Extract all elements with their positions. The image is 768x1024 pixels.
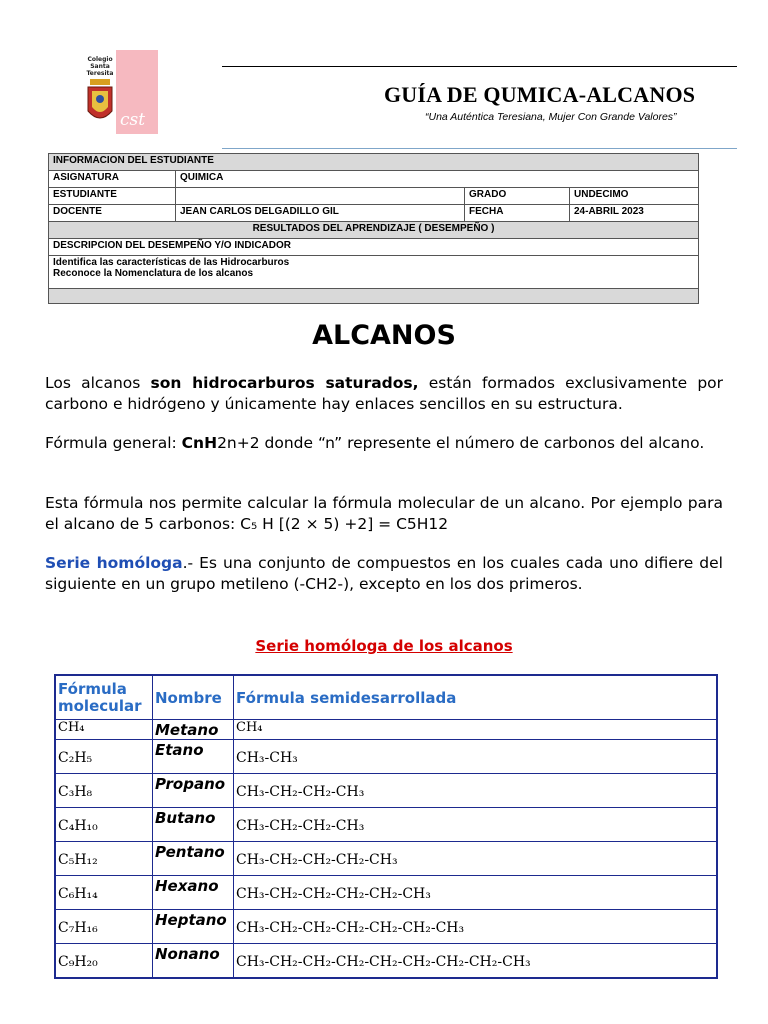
semi-cell: [234, 740, 718, 774]
molecular-cell: [55, 720, 153, 740]
semi-formula: CH₃-CH₂-CH₂-CH₂-CH₂-CH₃: [236, 886, 431, 902]
student-row: [49, 188, 699, 205]
table-row: [55, 740, 717, 774]
molecular-cell: [55, 876, 153, 910]
grade-label: GRADO: [465, 188, 570, 205]
alkane-name: Propano: [155, 775, 226, 793]
indicators-row: [49, 256, 699, 289]
paragraph-example: Esta fórmula nos permite calcular la fórmula molecular de un alcano. Por ejemplo para el alcano de 5 carbonos: C₅ H [(2 × 5) +2] = C5H12: [45, 494, 723, 533]
paragraph-text: están formados exclusivamente por carbono e hidrógeno y únicamente hay enlaces sencillos en su estructura.: [45, 374, 724, 413]
table-row: [55, 876, 717, 910]
alkane-name: Butano: [155, 809, 216, 827]
indicator-2: Reconoce la Nomenclatura de los alcanos: [53, 268, 254, 279]
paragraph-text: Fórmula general:: [45, 434, 182, 452]
molecular-formula: C₂H₅: [58, 750, 93, 766]
semi-formula: CH₃-CH₂-CH₂-CH₂-CH₂-CH₂-CH₃: [236, 920, 465, 936]
molecular-cell: [55, 944, 153, 979]
name-cell: [153, 774, 234, 808]
header-top-rule: [222, 66, 737, 67]
date-label: FECHA: [465, 205, 570, 222]
name-cell: [153, 842, 234, 876]
table-row: [55, 910, 717, 944]
molecular-formula: C₅H₁₂: [58, 852, 98, 868]
student-label: ESTUDIANTE: [49, 188, 176, 205]
alkane-name: Nonano: [155, 945, 220, 963]
table-row: [55, 808, 717, 842]
subject-label: ASIGNATURA: [49, 171, 176, 188]
table-row: [55, 944, 717, 979]
school-logo: [78, 50, 158, 134]
molecular-formula: C₃H₈: [58, 784, 93, 800]
section-title: ALCANOS: [312, 320, 456, 351]
paragraph-text: .- Es una conjunto de compuestos en los cuales cada uno difiere del siguiente en un grupo metileno (-CH2-), excepto en los dos primeros.: [45, 554, 723, 593]
info-footer-row: [49, 289, 699, 304]
table-row: [55, 842, 717, 876]
paragraph-definition: [45, 373, 723, 415]
semi-cell: [234, 808, 718, 842]
molecular-cell: [55, 740, 153, 774]
shield-icon: [82, 77, 118, 129]
alkane-series-table: [54, 674, 718, 979]
semi-formula: CH₃-CH₂-CH₂-CH₂-CH₃: [236, 852, 398, 868]
semi-formula: CH₄: [236, 720, 263, 735]
molecular-cell: [55, 910, 153, 944]
molecular-formula: CH₄: [58, 720, 85, 735]
paragraph-highlight: Serie homóloga: [45, 554, 183, 572]
name-cell: [153, 808, 234, 842]
teacher-label: DOCENTE: [49, 205, 176, 222]
header-molecular: Fórmula molecular: [55, 675, 153, 720]
semi-cell: [234, 876, 718, 910]
logo-school-name: Colegio Santa Teresita: [86, 56, 114, 77]
semi-cell: [234, 774, 718, 808]
name-cell: [153, 876, 234, 910]
date-value: 24-ABRIL 2023: [570, 205, 699, 222]
molecular-cell: [55, 774, 153, 808]
alkane-name: Heptano: [155, 911, 227, 929]
name-cell: [153, 740, 234, 774]
molecular-formula: C₆H₁₄: [58, 886, 98, 902]
paragraph-text: 2n+2 donde “n” represente el número de carbonos del alcano.: [217, 434, 705, 452]
alkane-name: Pentano: [155, 843, 225, 861]
info-footer-cell: [49, 289, 699, 304]
grade-value: UNDECIMO: [570, 188, 699, 205]
results-label: RESULTADOS DEL APRENDIZAJE ( DESEMPEÑO ): [49, 222, 699, 239]
semi-cell: [234, 842, 718, 876]
name-cell: [153, 910, 234, 944]
semi-formula: CH₃-CH₂-CH₂-CH₂-CH₂-CH₂-CH₂-CH₂-CH₃: [236, 954, 531, 970]
semi-formula: CH₃-CH₂-CH₂-CH₃: [236, 818, 365, 834]
indicators-cell: [49, 256, 699, 289]
page-title: GUÍA DE QUMICA-ALCANOS: [384, 82, 696, 107]
info-section-label: INFORMACION DEL ESTUDIANTE: [49, 154, 699, 171]
teacher-row: [49, 205, 699, 222]
student-value: [176, 188, 465, 205]
name-cell: [153, 720, 234, 740]
subject-row: [49, 171, 699, 188]
student-info-table: [48, 153, 699, 304]
molecular-cell: [55, 808, 153, 842]
molecular-cell: [55, 842, 153, 876]
paragraph-general-formula: [45, 433, 723, 454]
molecular-formula: C₉H₂₀: [58, 954, 98, 970]
paragraph-bold: son hidrocarburos saturados,: [150, 374, 419, 392]
name-cell: [153, 944, 234, 979]
semi-formula: CH₃-CH₂-CH₂-CH₃: [236, 784, 365, 800]
crest-icon: [82, 50, 118, 134]
alkane-name: Etano: [155, 741, 204, 759]
header-name: Nombre: [153, 675, 234, 720]
indicator-1: Identifica las características de las Hidrocarburos: [53, 257, 290, 268]
paragraph-bold: CnH: [181, 434, 218, 452]
table-row: [55, 774, 717, 808]
table-header-row: [55, 675, 717, 720]
table-row: [55, 720, 717, 740]
results-row: [49, 222, 699, 239]
description-label: DESCRIPCION DEL DESEMPEÑO Y/O INDICADOR: [49, 239, 699, 256]
header-semi: Fórmula semidesarrollada: [234, 675, 718, 720]
subject-value: QUIMICA: [176, 171, 699, 188]
alkane-name: Metano: [155, 721, 219, 739]
info-section-row: [49, 154, 699, 171]
semi-cell: [234, 720, 718, 740]
paragraph-text: Los alcanos: [45, 374, 151, 392]
molecular-formula: C₄H₁₀: [58, 818, 98, 834]
alkane-name: Hexano: [155, 877, 219, 895]
header-bottom-rule: [222, 148, 737, 149]
description-row: [49, 239, 699, 256]
logo-abbreviation: cst: [120, 110, 146, 130]
paragraph-homologous-series: [45, 553, 723, 595]
semi-cell: [234, 944, 718, 979]
semi-formula: CH₃-CH₃: [236, 750, 298, 766]
semi-cell: [234, 910, 718, 944]
school-motto: “Una Auténtica Teresiana, Mujer Con Grande Valores”: [425, 111, 677, 123]
table-title: Serie homóloga de los alcanos: [255, 637, 513, 655]
teacher-value: JEAN CARLOS DELGADILLO GIL: [176, 205, 465, 222]
molecular-formula: C₇H₁₆: [58, 920, 98, 936]
